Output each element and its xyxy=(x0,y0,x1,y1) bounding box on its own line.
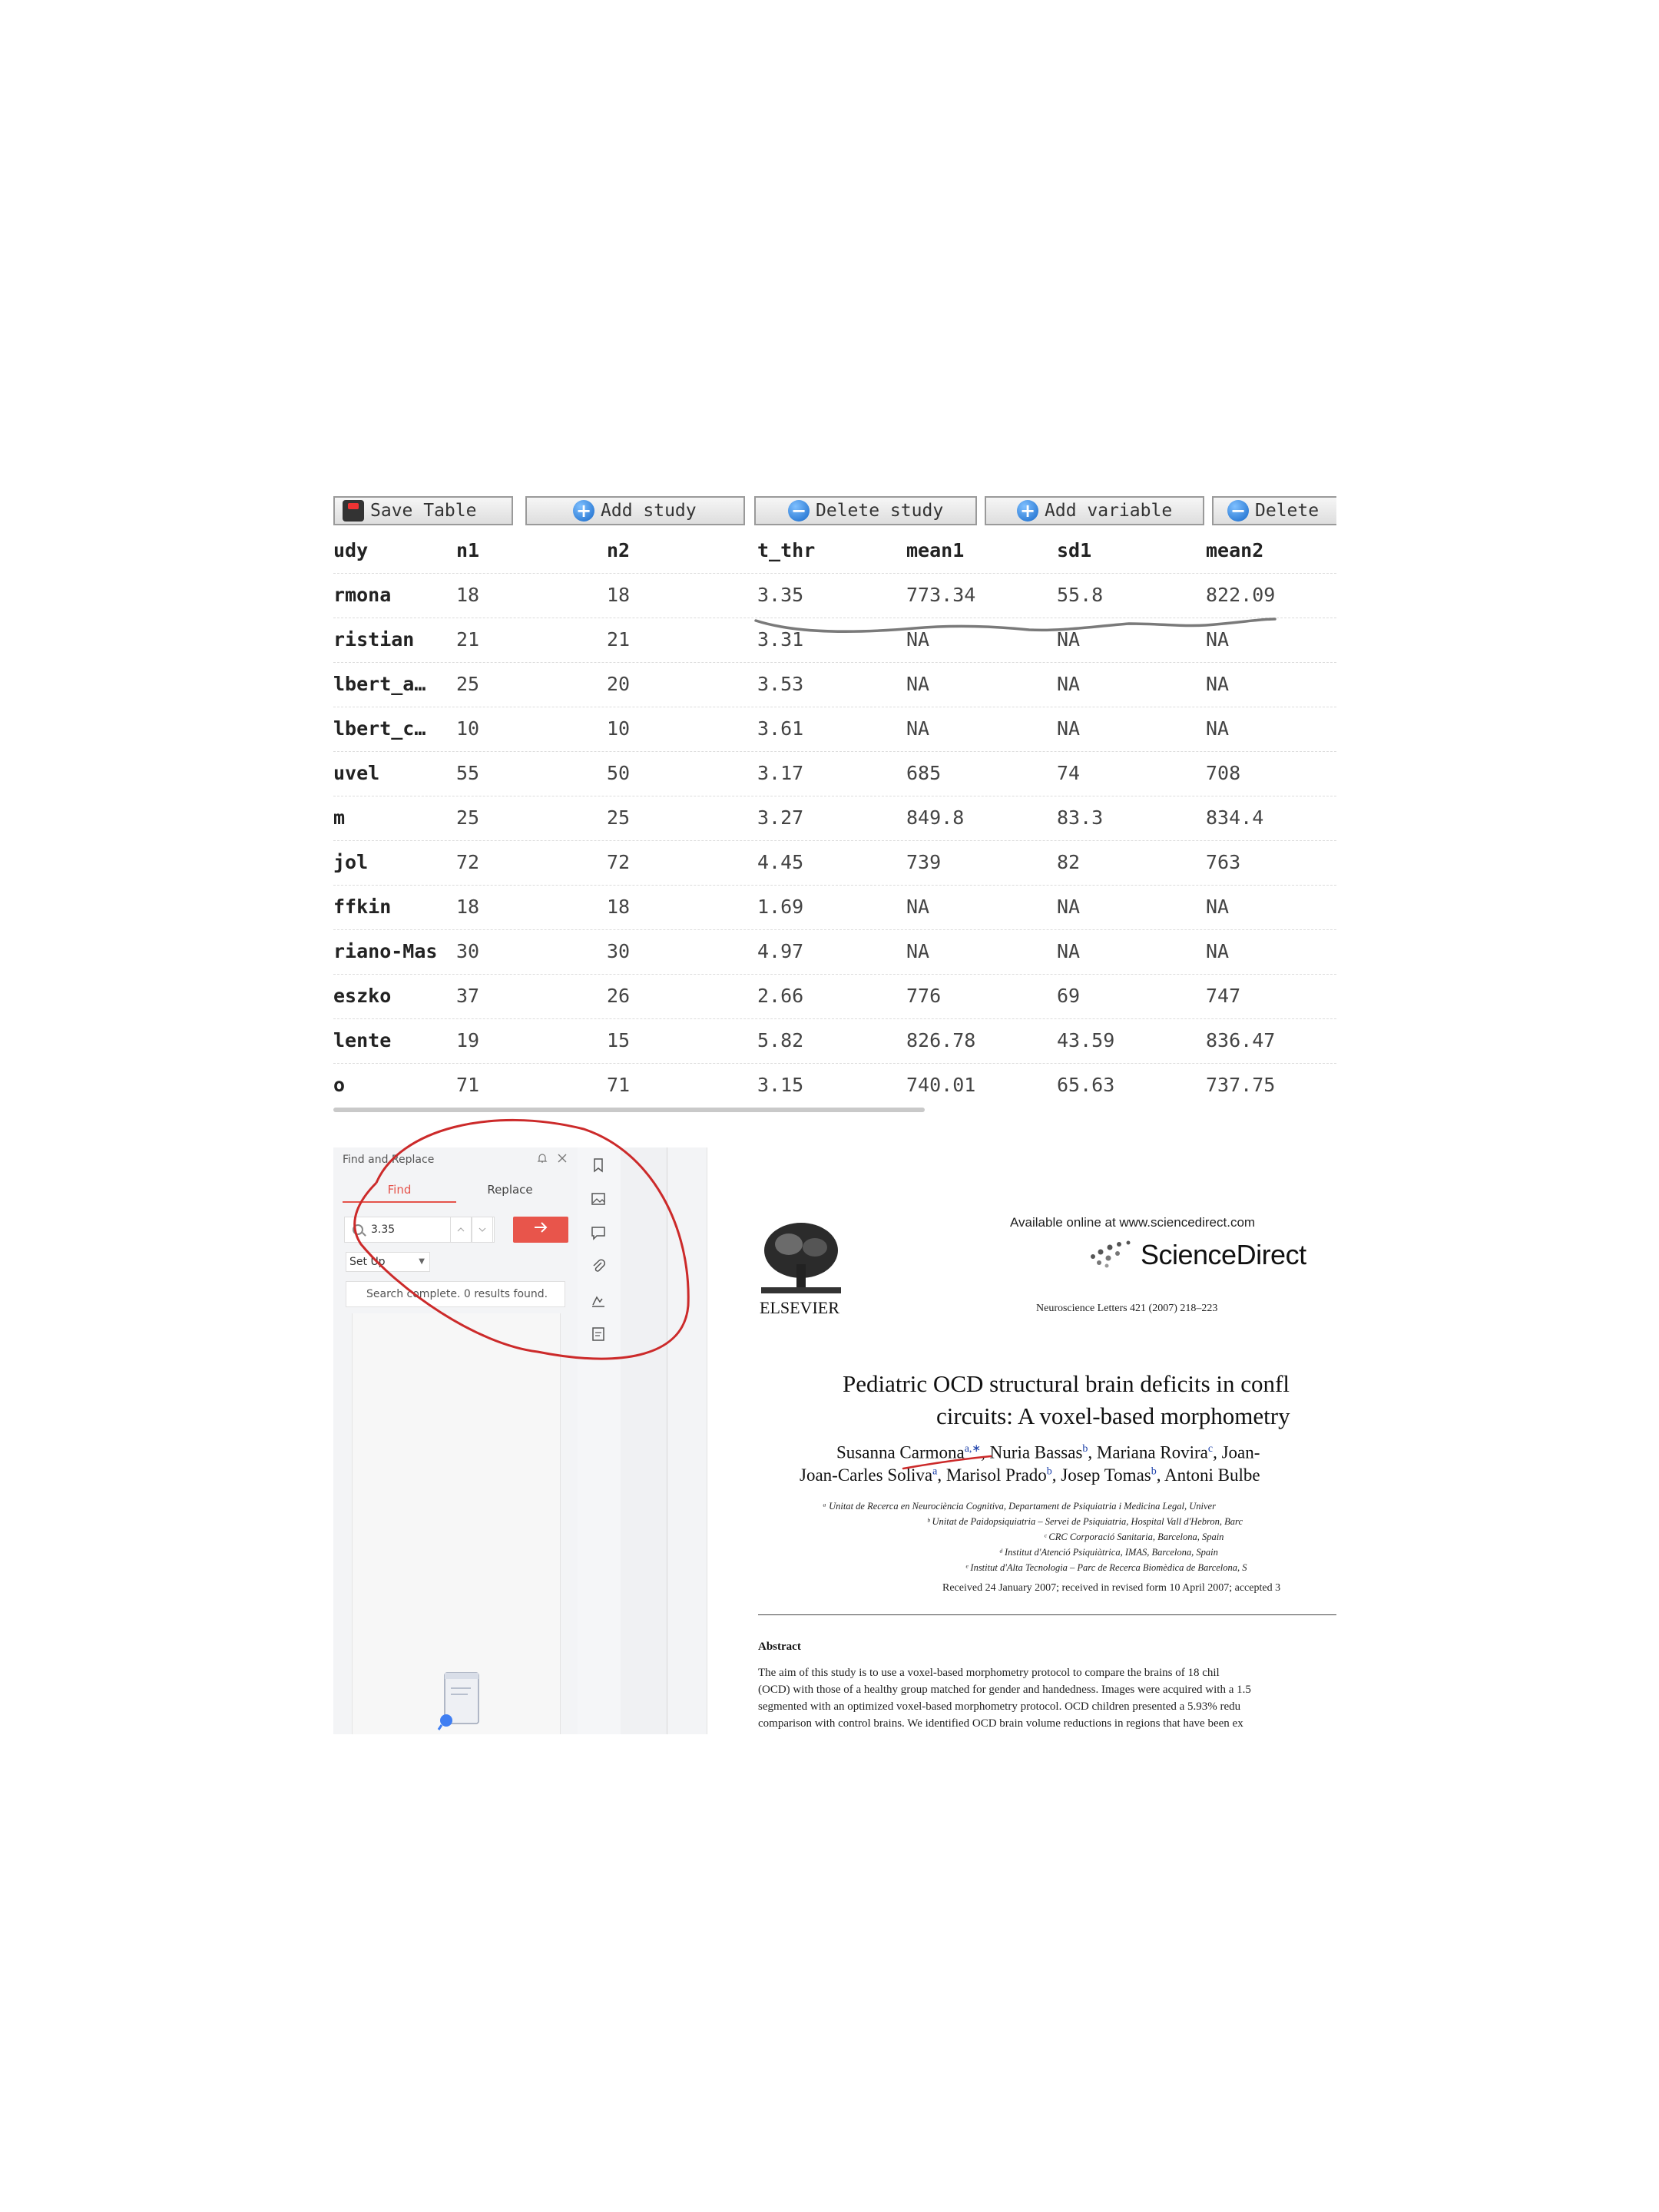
add-variable-button[interactable] xyxy=(985,496,1204,525)
table-cell[interactable]: 72 xyxy=(456,851,480,873)
table-cell[interactable]: 25 xyxy=(607,806,631,829)
table-cell[interactable]: 55 xyxy=(456,762,480,784)
delete-variable-button[interactable] xyxy=(1212,496,1336,525)
author-affiliation-marker[interactable]: b xyxy=(1151,1465,1157,1478)
table-cell[interactable]: 19 xyxy=(456,1029,480,1051)
paper-title-line-2: circuits: A voxel-based morphometry xyxy=(936,1402,1290,1429)
table-cell[interactable]: 740.01 xyxy=(906,1074,976,1096)
table-cell[interactable]: 18 xyxy=(456,584,480,606)
brand-name: ScienceDirect xyxy=(1141,1239,1306,1270)
bookmark-icon[interactable] xyxy=(590,1157,607,1174)
paper-title-line-1: Pediatric OCD structural brain deficits in confl xyxy=(843,1370,1290,1397)
table-row[interactable] xyxy=(333,974,1336,1019)
table-cell[interactable]: NA xyxy=(906,896,930,918)
table-cell[interactable]: 685 xyxy=(906,762,942,784)
table-cell[interactable]: 1.69 xyxy=(757,896,804,918)
author-affiliation-marker[interactable]: c xyxy=(1207,1443,1214,1455)
active-tab-indicator xyxy=(343,1201,456,1203)
abstract-line: The aim of this study is to use a voxel-based morphometry protocol to compare the brains of 18 chil xyxy=(758,1667,1220,1679)
table-cell[interactable]: 2.66 xyxy=(757,985,804,1007)
table-cell[interactable]: 3.15 xyxy=(757,1074,804,1096)
table-cell[interactable]: 50 xyxy=(607,762,631,784)
tab-replace[interactable]: Replace xyxy=(487,1183,533,1197)
table-cell[interactable]: 826.78 xyxy=(906,1029,976,1051)
table-cell[interactable]: NA xyxy=(1206,717,1230,740)
add-variable-label: Add variable xyxy=(1045,501,1173,521)
table-cell[interactable]: NA xyxy=(906,717,930,740)
table-cell[interactable]: 18 xyxy=(456,896,480,918)
table-cell[interactable]: 15 xyxy=(607,1029,631,1051)
table-cell[interactable]: 72 xyxy=(607,851,631,873)
plus-circle-icon: + xyxy=(573,500,594,522)
empty-results-illustration xyxy=(437,1670,485,1731)
affiliation-line: ᵇ Unitat de Paidopsiquiatria – Servei de Psiquiatria, Hospital Vall d'Hebron, Barc xyxy=(927,1516,1243,1527)
side-tool-strip xyxy=(578,1147,621,1734)
image-icon[interactable] xyxy=(590,1190,607,1207)
caret-down-icon: ▼ xyxy=(419,1257,425,1266)
chevron-up-icon xyxy=(457,1227,465,1233)
table-cell[interactable]: 3.53 xyxy=(757,673,804,695)
panel-title[interactable]: Find and Replace xyxy=(343,1154,435,1166)
table-cell[interactable]: 20 xyxy=(607,673,631,695)
table-cell[interactable]: 82 xyxy=(1057,851,1081,873)
panel-divider[interactable] xyxy=(621,1147,667,1734)
signature-icon[interactable] xyxy=(590,1292,607,1309)
study-name-cell[interactable]: lbert_c… xyxy=(333,717,426,740)
received-dates: Received 24 January 2007; received in revised form 10 April 2007; accepted 3 xyxy=(942,1582,1281,1594)
table-cell[interactable]: 30 xyxy=(607,940,631,962)
minus-circle-icon: − xyxy=(1227,500,1249,522)
table-row[interactable] xyxy=(333,796,1336,841)
study-name-cell[interactable]: riano-Mas xyxy=(333,940,438,962)
save-table-label: Save Table xyxy=(370,501,477,521)
search-icon xyxy=(353,1224,363,1235)
column-header[interactable]: sd1 xyxy=(1057,539,1092,561)
author-affiliation-marker[interactable]: a xyxy=(932,1465,938,1478)
table-cell[interactable]: NA xyxy=(1057,673,1081,695)
table-cell[interactable]: 3.31 xyxy=(757,628,804,651)
table-row[interactable] xyxy=(333,929,1336,975)
chevron-down-icon xyxy=(478,1227,486,1233)
search-go-button[interactable] xyxy=(513,1217,568,1243)
affiliation-line: ᶜ CRC Corporació Sanitaria, Barcelona, Spain xyxy=(1044,1532,1224,1542)
add-study-label: Add study xyxy=(601,501,697,521)
table-cell[interactable]: 71 xyxy=(456,1074,480,1096)
column-header[interactable]: udy xyxy=(333,539,369,561)
table-cell[interactable]: 83.3 xyxy=(1057,806,1104,829)
table-cell[interactable]: 37 xyxy=(456,985,480,1007)
table-row[interactable] xyxy=(333,662,1336,707)
table-cell[interactable]: 849.8 xyxy=(906,806,965,829)
section-rule xyxy=(758,1614,1336,1615)
table-cell[interactable]: 25 xyxy=(456,806,480,829)
author-line-2 xyxy=(800,1465,1260,1485)
table-row[interactable] xyxy=(333,751,1336,796)
pdf-page xyxy=(707,1147,1336,1734)
next-result-button[interactable] xyxy=(472,1217,493,1243)
author-affiliation-marker[interactable]: b xyxy=(1046,1465,1052,1478)
table-cell[interactable]: 74 xyxy=(1057,762,1081,784)
column-header[interactable]: n1 xyxy=(456,539,480,561)
study-name-cell[interactable]: ristian xyxy=(333,628,415,651)
table-cell[interactable]: 3.35 xyxy=(757,584,804,606)
table-cell[interactable]: 26 xyxy=(607,985,631,1007)
table-cell[interactable]: NA xyxy=(906,673,930,695)
publisher-name: ELSEVIER xyxy=(760,1298,839,1317)
search-input-value: 3.35 xyxy=(371,1224,396,1236)
table-cell[interactable]: 834.4 xyxy=(1206,806,1264,829)
pdf-reader-window xyxy=(333,1147,1336,1734)
table-row[interactable] xyxy=(333,573,1336,618)
table-cell[interactable]: 21 xyxy=(456,628,480,651)
sciencedirect-logo xyxy=(1088,1238,1306,1271)
table-cell[interactable]: NA xyxy=(1057,717,1081,740)
table-cell[interactable]: 776 xyxy=(906,985,942,1007)
sciencedirect-dots-icon xyxy=(1088,1238,1136,1269)
author-name: , Mariana Rovira xyxy=(1088,1442,1208,1462)
floppy-disk-icon xyxy=(343,500,364,522)
table-cell[interactable]: 10 xyxy=(607,717,631,740)
table-cell[interactable]: 30 xyxy=(456,940,480,962)
comment-icon[interactable] xyxy=(590,1224,607,1241)
table-cell[interactable]: 708 xyxy=(1206,762,1241,784)
table-cell[interactable]: NA xyxy=(1057,628,1081,651)
table-row[interactable] xyxy=(333,618,1336,663)
author-name: Susanna Carmona xyxy=(836,1442,965,1462)
author-affiliation-marker[interactable]: a,∗ xyxy=(964,1443,982,1455)
table-cell[interactable]: 4.97 xyxy=(757,940,804,962)
table-cell[interactable]: 5.82 xyxy=(757,1029,804,1051)
table-cell[interactable]: 43.59 xyxy=(1057,1029,1115,1051)
column-header[interactable]: mean1 xyxy=(906,539,965,561)
author-name: , Nuria Bassas xyxy=(981,1442,1083,1462)
paperclip-icon[interactable] xyxy=(590,1258,607,1275)
minus-circle-icon: − xyxy=(788,500,810,522)
abstract-line: (OCD) with those of a healthy group matched for gender and handedness. Images were acquired with a 1.5 xyxy=(758,1684,1251,1696)
elsevier-tree-logo xyxy=(758,1218,844,1295)
table-cell[interactable]: NA xyxy=(906,940,930,962)
column-header[interactable]: mean2 xyxy=(1206,539,1264,561)
study-name-cell[interactable]: o xyxy=(333,1074,346,1096)
save-table-button[interactable] xyxy=(333,496,513,525)
table-cell[interactable]: 25 xyxy=(456,673,480,695)
table-toolbar xyxy=(333,492,1336,528)
study-name-cell[interactable]: uvel xyxy=(333,762,380,784)
table-cell[interactable]: 65.63 xyxy=(1057,1074,1115,1096)
table-cell[interactable]: 739 xyxy=(906,851,942,873)
author-name: , Joan- xyxy=(1213,1442,1260,1462)
study-name-cell[interactable]: jol xyxy=(333,851,369,873)
table-cell[interactable]: NA xyxy=(1057,940,1081,962)
arrow-right-icon xyxy=(533,1221,548,1233)
author-line-1 xyxy=(836,1442,1260,1463)
journal-reference: Neuroscience Letters 421 (2007) 218–223 xyxy=(1036,1303,1218,1314)
table-cell[interactable]: 737.75 xyxy=(1206,1074,1276,1096)
table-cell[interactable]: 4.45 xyxy=(757,851,804,873)
study-name-cell[interactable]: eszko xyxy=(333,985,392,1007)
abstract-line: comparison with control brains. We identified OCD brain volume reductions in regions that have been ex xyxy=(758,1717,1243,1730)
table-cell[interactable]: 18 xyxy=(607,896,631,918)
table-cell[interactable]: NA xyxy=(1206,673,1230,695)
table-cell[interactable]: 55.8 xyxy=(1057,584,1104,606)
column-header[interactable]: n2 xyxy=(607,539,631,561)
table-cell[interactable]: NA xyxy=(1057,896,1081,918)
table-row[interactable] xyxy=(333,840,1336,886)
bell-icon[interactable] xyxy=(536,1152,548,1168)
search-status: Search complete. 0 results found. xyxy=(346,1281,565,1307)
table-cell[interactable]: 3.27 xyxy=(757,806,804,829)
table-cell[interactable]: 71 xyxy=(607,1074,631,1096)
find-replace-panel xyxy=(333,1147,578,1734)
study-name-cell[interactable]: lente xyxy=(333,1029,392,1051)
search-scope-select[interactable] xyxy=(346,1252,430,1272)
table-cell[interactable]: 21 xyxy=(607,628,631,651)
plus-circle-icon: + xyxy=(1017,500,1038,522)
study-name-cell[interactable]: m xyxy=(333,806,346,829)
document-icon[interactable] xyxy=(590,1326,607,1343)
table-cell[interactable]: NA xyxy=(1206,628,1230,651)
author-affiliation-marker[interactable]: b xyxy=(1082,1443,1088,1455)
available-online-text: Available online at www.sciencedirect.com xyxy=(1010,1215,1256,1230)
table-cell[interactable]: 18 xyxy=(607,584,631,606)
table-cell[interactable]: NA xyxy=(1206,940,1230,962)
table-cell[interactable]: NA xyxy=(1206,896,1230,918)
delete-label: Delete xyxy=(1255,501,1320,521)
table-cell[interactable]: 69 xyxy=(1057,985,1081,1007)
table-cell[interactable]: 747 xyxy=(1206,985,1241,1007)
author-name: , Marisol Prado xyxy=(937,1465,1047,1485)
meta-table-window xyxy=(333,492,1336,1114)
study-name-cell[interactable]: rmona xyxy=(333,584,392,606)
affiliation-line: ᵃ Unitat de Recerca en Neurociència Cognitiva, Departament de Psiquiatria i Medicina Legal, Univer xyxy=(823,1501,1216,1512)
author-name: Joan-Carles Soliva xyxy=(800,1465,933,1485)
table-row[interactable] xyxy=(333,707,1336,752)
column-header[interactable]: t_thr xyxy=(757,539,816,561)
search-results-list xyxy=(352,1313,561,1734)
delete-study-button[interactable] xyxy=(754,496,977,525)
table-header-row xyxy=(333,528,1336,574)
table-row[interactable] xyxy=(333,1018,1336,1064)
table-row[interactable] xyxy=(333,885,1336,930)
table-cell[interactable]: 763 xyxy=(1206,851,1241,873)
tab-find[interactable]: Find xyxy=(387,1183,412,1197)
scope-value: Set Up xyxy=(349,1256,386,1268)
previous-result-button[interactable] xyxy=(450,1217,472,1243)
table-row[interactable] xyxy=(333,1063,1336,1108)
author-name: , Josep Tomas xyxy=(1051,1465,1151,1485)
delete-study-label: Delete study xyxy=(816,501,944,521)
horizontal-scrollbar[interactable] xyxy=(333,1108,925,1112)
close-icon[interactable] xyxy=(556,1152,568,1168)
study-name-cell[interactable]: ffkin xyxy=(333,896,392,918)
abstract-heading: Abstract xyxy=(758,1641,801,1653)
abstract-line: segmented with an optimized voxel-based morphometry protocol. OCD children presented a 5.93% redu xyxy=(758,1700,1241,1713)
table-cell[interactable]: 773.34 xyxy=(906,584,976,606)
affiliation-line: ᵉ Institut d'Alta Tecnologia – Parc de Recerca Biomèdica de Barcelona, S xyxy=(965,1562,1247,1573)
author-name: , Antoni Bulbe xyxy=(1156,1465,1260,1485)
table-cell[interactable]: 10 xyxy=(456,717,480,740)
affiliation-line: ᵈ Institut d'Atenció Psiquiàtrica, IMAS, Barcelona, Spain xyxy=(999,1547,1218,1558)
table-cell[interactable]: 3.17 xyxy=(757,762,804,784)
table-cell[interactable]: NA xyxy=(906,628,930,651)
study-name-cell[interactable]: lbert_a… xyxy=(333,673,426,695)
table-cell[interactable]: 836.47 xyxy=(1206,1029,1276,1051)
add-study-button[interactable] xyxy=(525,496,745,525)
table-cell[interactable]: 822.09 xyxy=(1206,584,1276,606)
table-cell[interactable]: 3.61 xyxy=(757,717,804,740)
